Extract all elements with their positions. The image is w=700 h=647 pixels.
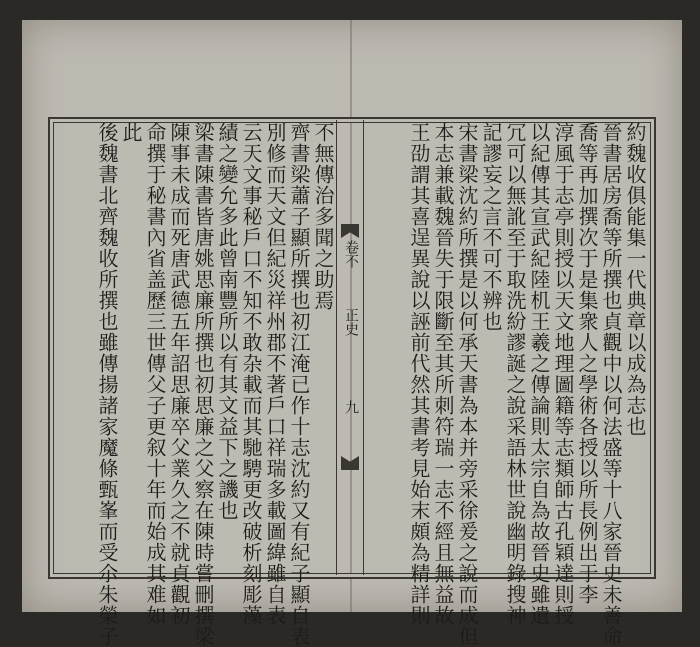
- text-column: 此: [119, 122, 143, 143]
- fishtail-mark-bottom: [341, 456, 359, 470]
- text-column: 別修而天文但紀災祥州郡不著戶口祥瑞多載圖緯雖自表: [263, 122, 287, 626]
- text-column: 命撰于秘書內省盖歷三世傳父子更叙十年而始成其难如: [143, 122, 167, 626]
- juan-label: 卷不: [343, 240, 359, 268]
- text-column: 齊書梁蕭子顯所撰也初江淹已作十志沈約又有紀子顯自表: [287, 122, 311, 647]
- text-column: 王劭謂其喜逞異說以誣前代然其書考見始末頗為精詳則: [407, 122, 431, 626]
- text-column: 喬等再加撰次于是集衆人之學術各授以所長例出于李: [575, 122, 599, 605]
- text-column: 陳事未成而死唐武德五年詔思廉卒父業久之不就貞觀初: [167, 122, 191, 626]
- center-fold-column: [336, 120, 364, 575]
- fishtail-mark-top: [341, 224, 359, 238]
- text-column: 約魏收俱能集一代典章以成為志也: [623, 122, 647, 437]
- text-column: 淳風于志亭則授以天文地理圖籍等志類師古孔穎達則授: [551, 122, 575, 626]
- section-label: 正史: [343, 308, 359, 336]
- text-column: 冗可以無訛至于取洗紛謬誕之說采語林世說幽明錄搜神: [503, 122, 527, 626]
- text-column: 宋書梁沈約所撰是以何承天書為本并旁采徐爰之說而成但: [455, 122, 479, 647]
- text-column: 不無傳治多聞之助焉: [311, 122, 335, 311]
- text-column: 績之變允多此曾南豐所以有其文益下之譏也: [215, 122, 239, 521]
- text-column: 本志兼載魏晉失于限斷至其所刺符瑞一志不經且無益故: [431, 122, 455, 626]
- text-column: 以紀傳其宣武紀陸机王羲之傳論則太宗自為故晉史雖遺: [527, 122, 551, 626]
- text-column: 梁書陳書皆唐姚思廉所撰也初思廉之父察在陳時嘗刪撰梁: [191, 122, 215, 647]
- text-column: 後魏書北齊魏收所撰也雖傳揚諸家魔條甄峯而受尒朱榮子: [95, 122, 119, 647]
- page-number: 九: [343, 400, 359, 414]
- text-column: 記謬妄之言不可不辨也: [479, 122, 503, 332]
- text-column: 晉書居房喬等所撰也貞觀中以何法盛等十八家晉史未善命: [599, 122, 623, 647]
- text-column: 云天文事秘戶口不知不敢杂載而其馳騁更改破析刻彫藻: [239, 122, 263, 626]
